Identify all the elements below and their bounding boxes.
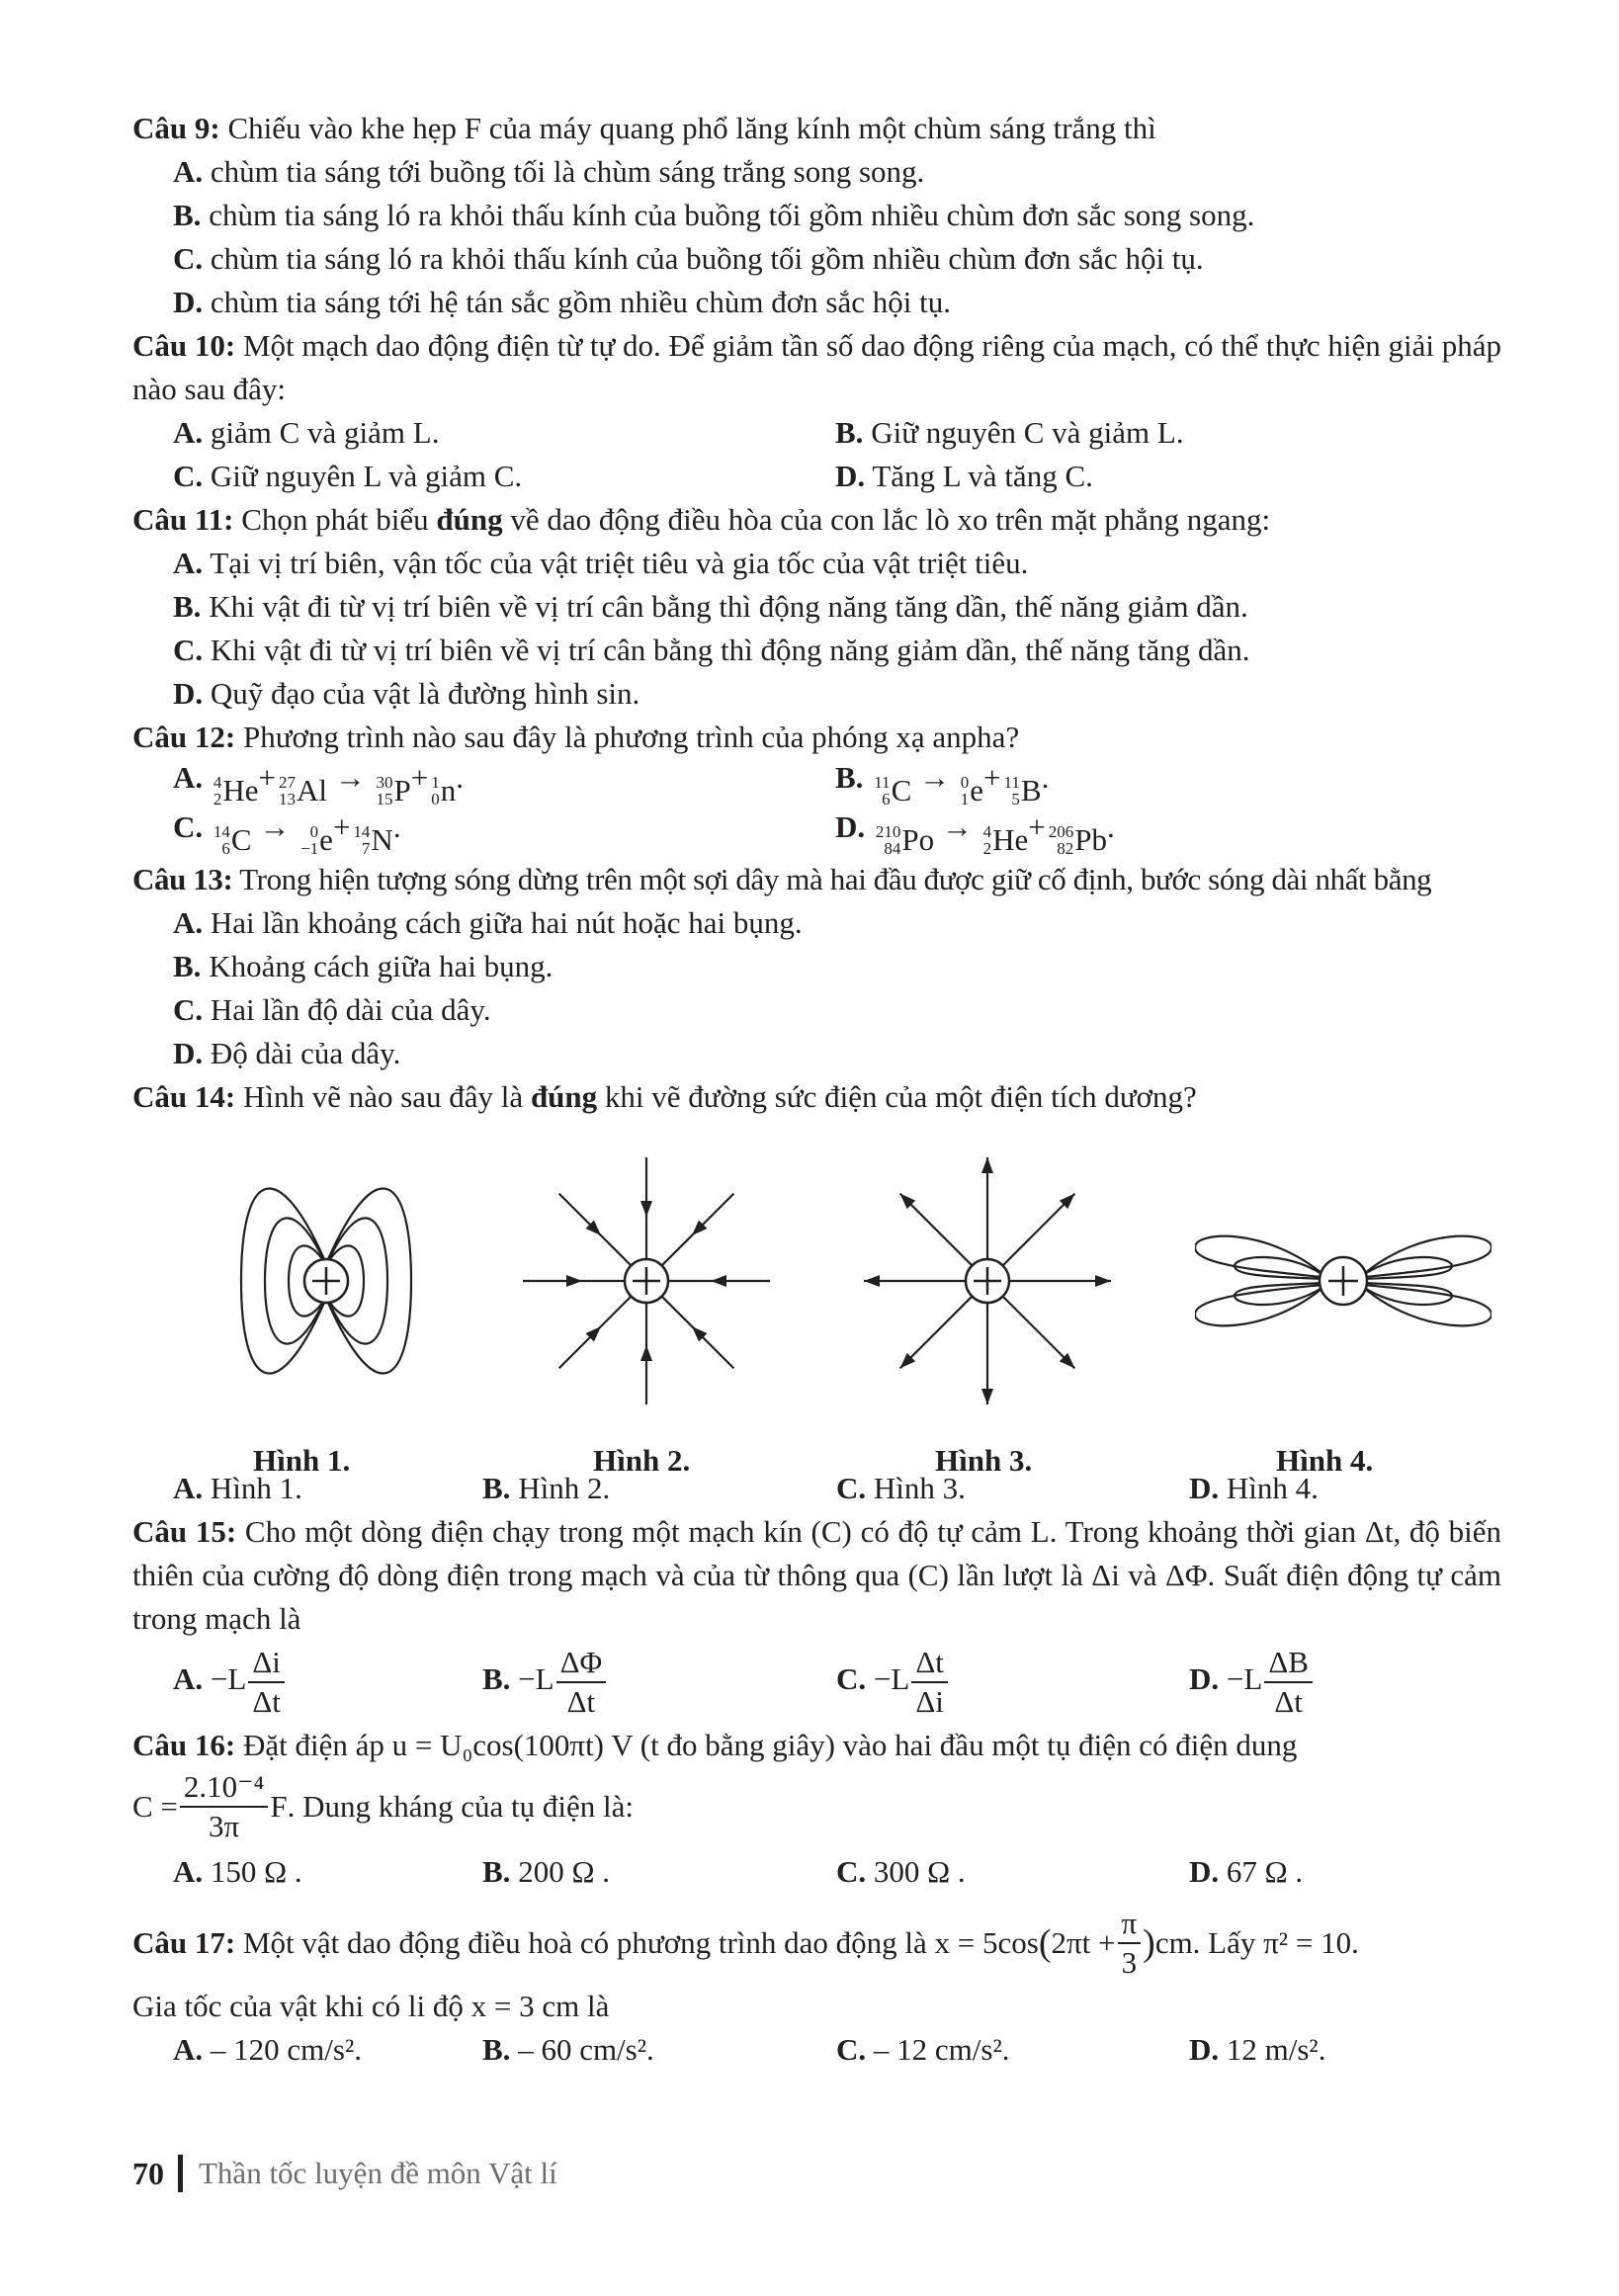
nuclear-equation-a: 4 2 He + 27 13 Al → 30 15 P + 1 0 n .: [213, 759, 465, 808]
option-key: B.: [482, 1854, 511, 1889]
option-key: A.: [173, 154, 204, 189]
question-text: Hình vẽ nào sau đây là: [235, 1079, 531, 1114]
page-footer: [132, 2155, 557, 2192]
option: [173, 194, 1501, 237]
question-text: Một mạch dao động điện từ tự do. Để giảm tần số dao động riêng của mạch, có thể thực hiện giải pháp nào sau đây:: [132, 328, 1501, 406]
option-text: Khi vật đi từ vị trí biên về vị trí cân bằng thì động năng tăng dần, thế năng giảm dần.: [201, 589, 1248, 624]
exam-page: [132, 107, 1501, 2072]
option-key: C.: [173, 241, 204, 276]
book-title: Thần tốc luyện đề môn Vật lí: [199, 2156, 557, 2190]
question-text: Chiếu vào khe hẹp F của máy quang phổ lăng kính một chùm sáng trắng thì: [219, 111, 1156, 145]
option-text: Hình 4.: [1219, 1471, 1319, 1505]
option-key: D.: [835, 808, 866, 844]
positive-charge-icon: [966, 1259, 1009, 1303]
fraction: $\frac{\Delta\Phi}{\Delta t}$: [556, 1644, 607, 1721]
option-text: Quỹ đạo của vật là đường hình sin.: [203, 676, 640, 711]
question-label: Câu 16:: [132, 1728, 236, 1762]
option-key: A.: [173, 2032, 204, 2067]
question-13: [132, 858, 1501, 901]
fraction: $\frac{\Delta t}{\Delta i}$: [911, 1644, 948, 1721]
option-text: 300 Ω .: [866, 1854, 966, 1889]
field-line-arrow: [559, 1297, 632, 1369]
option-key: D.: [1189, 1854, 1220, 1889]
fraction: $\frac{\text{2.10⁻⁴}}{3\pi}$: [180, 1768, 268, 1845]
field-line-arrow: [640, 1157, 652, 1259]
option-key: B.: [173, 198, 202, 232]
option-text: Khoảng cách giữa hai bụng.: [201, 949, 554, 983]
option-text: 150 Ω .: [203, 1854, 302, 1889]
option-key: C.: [173, 992, 204, 1027]
formula-part: π² = 10.: [1263, 1925, 1359, 1960]
question-17-cont: Gia tốc của vật khi có li độ x = 3 cm là: [132, 1989, 610, 2023]
figure-1-label: Hình 1.: [253, 1443, 351, 1478]
question-label: Câu 17:: [132, 1925, 236, 1960]
field-line-arrow: [981, 1303, 993, 1404]
formula-prefix: C =: [132, 1789, 178, 1824]
option-key: C.: [173, 633, 204, 667]
option-key: B.: [482, 2032, 511, 2067]
option-key: A.: [173, 546, 204, 580]
option-key: D.: [173, 285, 204, 319]
capacitance-line: [132, 1767, 1501, 1846]
option-text: Hai lần khoảng cách giữa hai nút hoặc hai bụng.: [203, 905, 803, 940]
option: [836, 1644, 1189, 1721]
field-line-arrow: [662, 1194, 734, 1266]
question-label: Câu 10:: [132, 328, 236, 363]
field-line-arrow: [900, 1194, 973, 1266]
option-text: Khi vật đi từ vị trí biên về vị trí cân bằng thì động năng giảm dần, thế năng tăng dần.: [203, 633, 1250, 667]
option: [173, 629, 1501, 672]
question-10: [132, 324, 1501, 411]
option-text: Giữ nguyên L và giảm C.: [203, 459, 523, 493]
option: [1189, 1644, 1315, 1721]
option-row: [173, 808, 1501, 858]
nuclear-equation-b: 11 6 C → 0 1 e + 11 5 B .: [874, 759, 1050, 808]
fraction: $\frac{\Delta i}{\Delta t}$: [248, 1644, 285, 1721]
question-label: Câu 13:: [132, 862, 233, 896]
positive-charge-icon: [1320, 1257, 1367, 1305]
option-key: D.: [835, 459, 866, 493]
option-a: [173, 756, 835, 812]
footer-divider: [178, 2155, 183, 2192]
option-text: Hình 1.: [203, 1471, 302, 1505]
question-text: (t đo bằng giây) vào hai đầu một tụ điện có điện dung: [633, 1728, 1298, 1762]
option-text: – 60 cm/s².: [510, 2032, 654, 2067]
question-label: Câu 15:: [132, 1514, 237, 1549]
option-key: C.: [836, 2032, 867, 2067]
option-key: B.: [173, 589, 202, 624]
option: [835, 455, 1093, 498]
option: [173, 585, 1501, 629]
nuclear-equation-d: 210 84 Po → 4 2 He + 206 82 Pb .: [875, 808, 1115, 858]
option-key: C.: [836, 1471, 867, 1505]
question-label: Câu 14:: [132, 1079, 236, 1114]
option-row: [173, 1641, 1501, 1724]
figure-2-inward-field: [518, 1133, 775, 1429]
formula-prefix: −L: [1226, 1661, 1263, 1697]
option-text: Hình 2.: [510, 1471, 611, 1505]
option-text: 200 Ω .: [510, 1854, 610, 1889]
option-key: D.: [1189, 1661, 1220, 1697]
option-text: giảm C và giảm L.: [203, 415, 440, 450]
question-text: khi vẽ đường sức điện của một điện tích dương?: [597, 1079, 1197, 1114]
question-text: Phương trình nào sau đây là phương trình của phóng xạ anpha?: [235, 720, 1020, 754]
option-row: [173, 1850, 1501, 1894]
option: [482, 1644, 836, 1721]
field-line-arrow: [523, 1275, 625, 1287]
field-line-arrow: [559, 1194, 632, 1266]
option-key: B.: [835, 415, 864, 450]
option-key: D.: [1189, 1471, 1220, 1505]
fraction: $\frac{\pi}{3}$: [1118, 1905, 1142, 1982]
question-emphasis: đúng: [530, 1079, 598, 1114]
option-key: C.: [836, 1661, 867, 1697]
option: [173, 672, 1501, 716]
option-key: A.: [173, 905, 204, 940]
option: [173, 237, 1501, 281]
positive-charge-icon: [625, 1259, 668, 1303]
option-text: – 120 cm/s².: [203, 2032, 362, 2067]
fraction: $\frac{\Delta B}{\Delta t}$: [1264, 1644, 1313, 1721]
question-17: Câu 17: Một vật dao động điều hoà có phương trình dao động là x = 5cos ( 2πt + $\frac{\pi}{3}$ ) cm. Lấy π² = 10.: [132, 1906, 1359, 1980]
question-text: Chọn phát biểu: [233, 502, 437, 537]
option-text: Hai lần độ dài của dây.: [203, 992, 491, 1027]
question-text: . Dung kháng của tụ điện là:: [287, 1789, 634, 1824]
option: [1189, 1850, 1303, 1894]
field-line-arrow: [981, 1157, 993, 1259]
option: [173, 901, 1501, 945]
option-text: 67 Ω .: [1219, 1854, 1304, 1889]
option: [173, 945, 1501, 988]
formula-prefix: −L: [210, 1661, 247, 1697]
option-key: C.: [173, 459, 204, 493]
formula-part: 2πt +: [1051, 1925, 1116, 1960]
formula-prefix: −L: [518, 1661, 554, 1697]
option-text: – 12 cm/s².: [866, 2032, 1010, 2067]
field-line-arrow: [1009, 1275, 1111, 1287]
option-key: A.: [173, 759, 204, 795]
question-label: Câu 9:: [132, 111, 220, 145]
option: [173, 281, 1501, 324]
option-row: [173, 455, 1501, 498]
option-text: Tại vị trí biên, vận tốc của vật triệt tiêu và gia tốc của vật triệt tiêu.: [203, 546, 1029, 580]
voltage-formula: u = U₀cos(100πt) V: [391, 1728, 634, 1762]
option-row: [173, 759, 1501, 808]
option: [173, 411, 835, 455]
option-b: [835, 756, 1049, 812]
question-text: về dao động điều hòa của con lắc lò xo trên mặt phẳng ngang:: [502, 502, 1271, 537]
option: [836, 2028, 1189, 2072]
nuclear-equation-c: 14 6 C → 0 −1 e + 14 7 N .: [213, 808, 401, 858]
question-9: [132, 107, 1501, 150]
option: [173, 1850, 482, 1894]
field-line-arrow: [1003, 1297, 1075, 1369]
option-text: 12 m/s².: [1219, 2032, 1326, 2067]
option-text: Tăng L và tăng C.: [865, 459, 1093, 493]
option-key: B.: [173, 949, 202, 983]
option: [836, 1850, 1189, 1894]
figure-4-flattened-field: [1195, 1133, 1491, 1429]
option-c: [173, 806, 835, 862]
field-line-figures: [132, 1133, 1501, 1478]
question-text: Trong hiện tượng sóng dừng trên một sợi dây mà hai đầu được giữ cố định, bước sóng dài nhất bằng: [232, 862, 1432, 896]
option-row: [173, 2028, 1501, 2072]
question-emphasis: đúng: [436, 502, 503, 537]
positive-charge-icon: [304, 1259, 348, 1303]
figure-3-outward-field: [859, 1133, 1116, 1429]
field-line-arrow: [1003, 1194, 1075, 1266]
option-text: chùm tia sáng ló ra khỏi thấu kính của buồng tối gồm nhiều chùm đơn sắc hội tụ.: [203, 241, 1204, 276]
option: [173, 988, 1501, 1032]
option: [173, 455, 835, 498]
figure-3-label: Hình 3.: [935, 1443, 1033, 1478]
question-text: Cho một dòng điện chạy trong một mạch kín (C) có độ tự cảm L. Trong khoảng thời gian Δt, độ biến thiên của cường độ dòng điện trong mạch và của từ thông qua (C) lần lượt là Δi và ΔΦ. Suất điện động tự cảm trong mạch là: [132, 1514, 1501, 1636]
option-key: D.: [1189, 2032, 1220, 2067]
option-key: B.: [482, 1471, 511, 1505]
option-text: chùm tia sáng tới hệ tán sắc gồm nhiều chùm đơn sắc hội tụ.: [203, 285, 951, 319]
question-text: Một vật dao động điều hoà có phương trình dao động là: [235, 1925, 935, 1960]
option: [173, 2028, 482, 2072]
option-d: [835, 806, 1115, 862]
option: [482, 1850, 836, 1894]
field-line-arrow: [640, 1303, 652, 1404]
page-number: 70: [132, 2155, 164, 2191]
field-line-arrow: [668, 1275, 770, 1287]
field-line-arrow: [864, 1275, 966, 1287]
option-key: B.: [482, 1661, 511, 1697]
formula-part: cm. Lấy: [1154, 1925, 1256, 1960]
option-key: B.: [835, 759, 864, 795]
option-text: Giữ nguyên C và giảm L.: [863, 415, 1184, 450]
option: [835, 411, 1184, 455]
option: [482, 2028, 836, 2072]
figure-1-dipole-field: [237, 1133, 415, 1429]
option-text: chùm tia sáng ló ra khỏi thấu kính của buồng tối gồm nhiều chùm đơn sắc song song.: [201, 198, 1255, 232]
formula-prefix: −L: [873, 1661, 910, 1697]
option-key: A.: [173, 1471, 204, 1505]
figure-2-label: Hình 2.: [593, 1443, 691, 1478]
option-key: D.: [173, 1036, 204, 1070]
option: [173, 1032, 1501, 1075]
question-15: [132, 1510, 1501, 1641]
option: [173, 1644, 482, 1721]
field-line-arrow: [662, 1297, 734, 1369]
option-key: A.: [173, 415, 204, 450]
option-key: C.: [836, 1854, 867, 1889]
option-key: A.: [173, 1661, 204, 1697]
option: [173, 542, 1501, 585]
formula-part: x = 5cos: [934, 1925, 1039, 1960]
option-key: C.: [173, 808, 204, 844]
question-14: [132, 1075, 1501, 1119]
option-key: A.: [173, 1854, 204, 1889]
option-key: D.: [173, 676, 204, 711]
question-12: [132, 716, 1501, 759]
option-text: Độ dài của dây.: [203, 1036, 401, 1070]
option: [1189, 2028, 1325, 2072]
question-11: [132, 498, 1501, 542]
question-label: Câu 12:: [132, 720, 236, 754]
field-line-arrow: [900, 1297, 973, 1369]
question-label: Câu 11:: [132, 502, 234, 537]
option-text: chùm tia sáng tới buồng tối là chùm sáng trắng song song.: [203, 154, 925, 189]
option-row: [173, 411, 1501, 455]
option-text: Hình 3.: [866, 1471, 966, 1505]
formula-unit: F: [270, 1789, 288, 1824]
option: [173, 150, 1501, 194]
figure-4-label: Hình 4.: [1276, 1443, 1374, 1478]
question-16: [132, 1724, 1501, 1767]
question-text: Đặt điện áp: [235, 1728, 392, 1762]
